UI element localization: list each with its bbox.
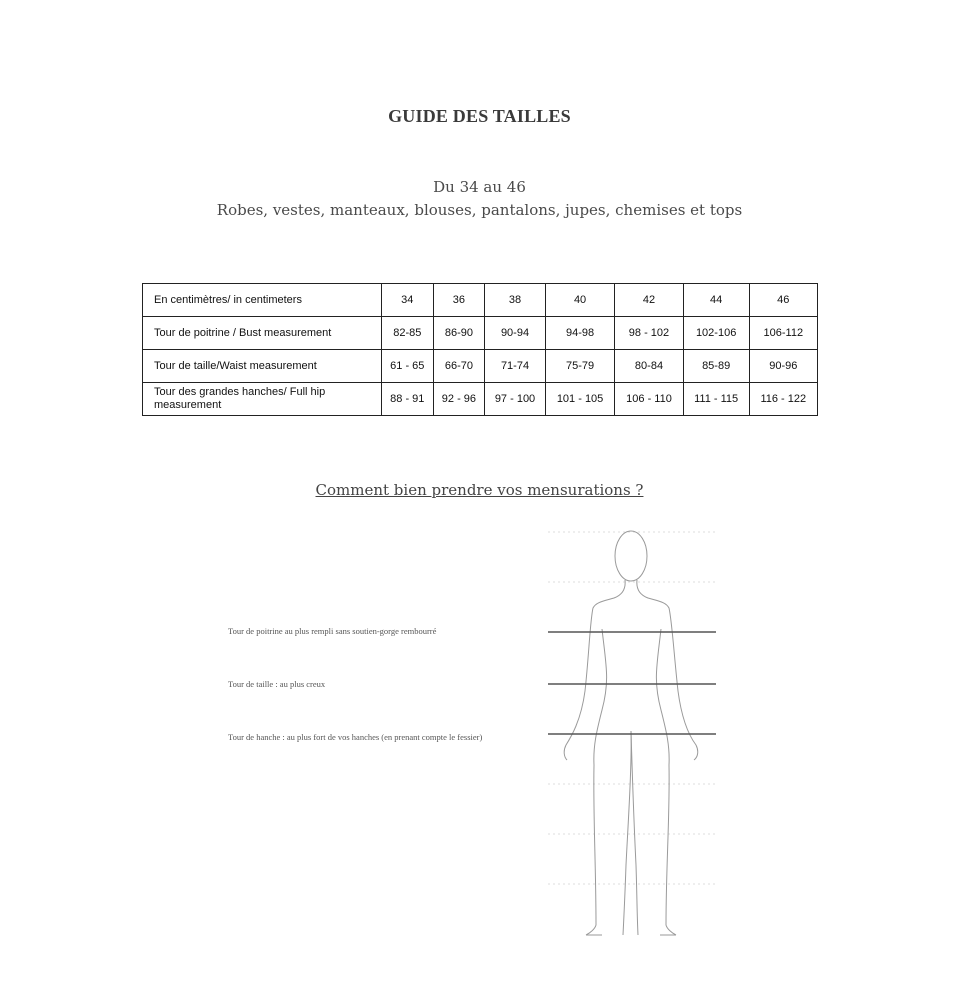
table-header-row — [143, 284, 818, 317]
table-cell: 86-90 — [433, 317, 485, 350]
table-cell: 111 - 115 — [683, 383, 749, 416]
page-title: GUIDE DES TAILLES — [388, 106, 571, 126]
table-cell: 80-84 — [615, 350, 683, 383]
table-cell: 88 - 91 — [382, 383, 434, 416]
table-cell: 94-98 — [545, 317, 615, 350]
hip-note: Tour de hanche : au plus fort de vos hanches (en prenant compte le fessier) — [228, 732, 483, 742]
size-table — [142, 283, 818, 416]
row-label-waist: Tour de taille/Waist measurement — [143, 350, 382, 383]
measurement-lines — [548, 632, 716, 734]
table-cell: 106-112 — [749, 317, 817, 350]
size-header-cell: 34 — [382, 284, 434, 317]
table-cell: 61 - 65 — [382, 350, 434, 383]
table-row — [143, 350, 818, 383]
size-header-cell: 46 — [749, 284, 817, 317]
table-cell: 90-94 — [485, 317, 546, 350]
silhouette-outline — [564, 531, 698, 935]
size-header-cell: 36 — [433, 284, 485, 317]
table-cell: 85-89 — [683, 350, 749, 383]
size-header-cell: 40 — [545, 284, 615, 317]
body-silhouette-illustration — [540, 525, 730, 945]
size-range: Du 34 au 46 — [433, 178, 526, 196]
table-cell: 82-85 — [382, 317, 434, 350]
table-cell: 71-74 — [485, 350, 546, 383]
measure-guide-title: Comment bien prendre vos mensurations ? — [315, 481, 644, 499]
size-header-cell: 44 — [683, 284, 749, 317]
size-header-cell: 38 — [485, 284, 546, 317]
table-cell: 90-96 — [749, 350, 817, 383]
table-cell: 101 - 105 — [545, 383, 615, 416]
header-label-cell: En centimètres/ in centimeters — [143, 284, 382, 317]
table-cell: 116 - 122 — [749, 383, 817, 416]
table-cell: 106 - 110 — [615, 383, 683, 416]
table-cell: 98 - 102 — [615, 317, 683, 350]
table-cell: 102-106 — [683, 317, 749, 350]
table-cell: 75-79 — [545, 350, 615, 383]
table-row — [143, 383, 818, 416]
table-row — [143, 317, 818, 350]
waist-note: Tour de taille : au plus creux — [228, 679, 326, 689]
table-cell: 66-70 — [433, 350, 485, 383]
table-cell: 92 - 96 — [433, 383, 485, 416]
row-label-bust: Tour de poitrine / Bust measurement — [143, 317, 382, 350]
size-header-cell: 42 — [615, 284, 683, 317]
garment-categories: Robes, vestes, manteaux, blouses, pantalons, jupes, chemises et tops — [216, 201, 743, 219]
guide-lines — [548, 532, 716, 884]
table-cell: 97 - 100 — [485, 383, 546, 416]
bust-note: Tour de poitrine au plus rempli sans soutien-gorge rembourré — [228, 626, 437, 636]
row-label-hip: Tour des grandes hanches/ Full hip measurement — [143, 383, 382, 416]
